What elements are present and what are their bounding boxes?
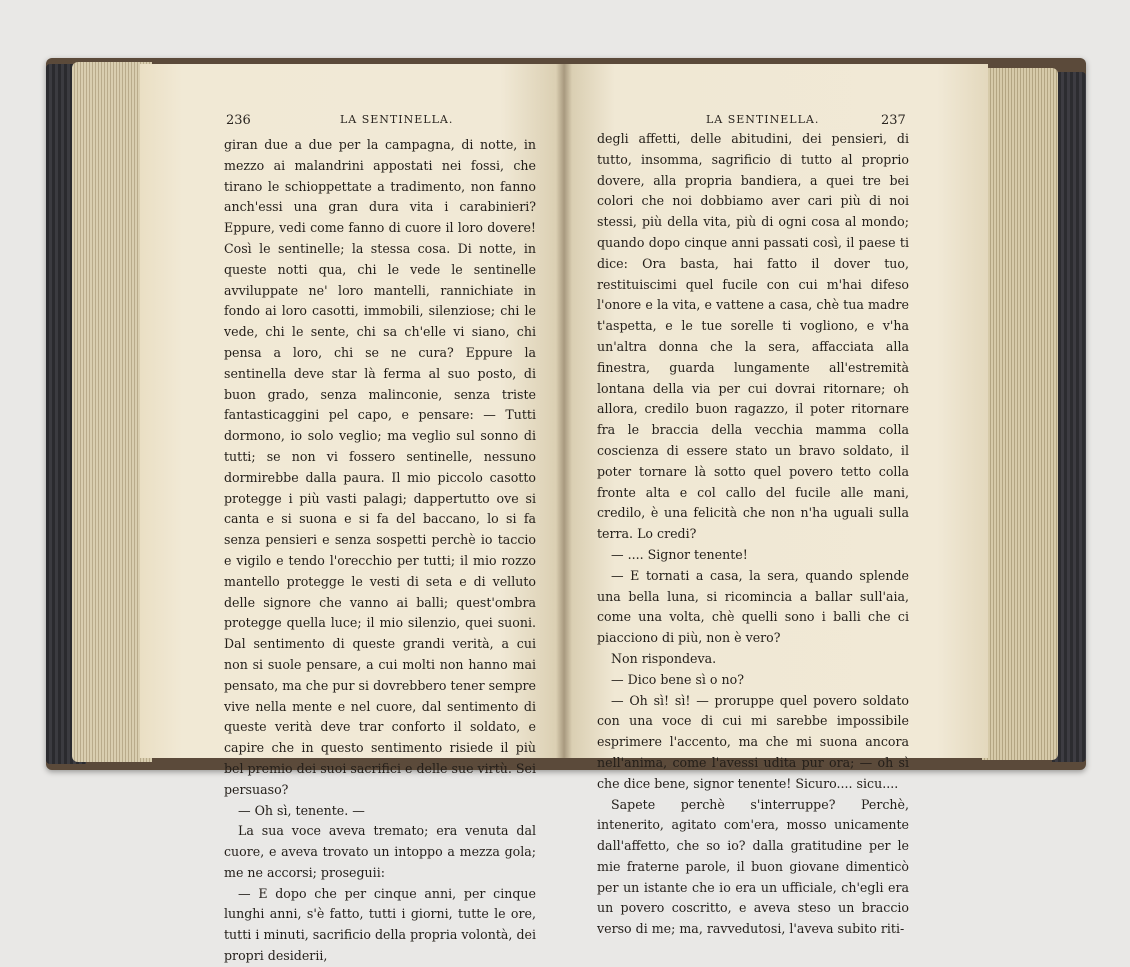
left-paragraph-1: giran due a due per la campagna, di notte, in mezzo ai malandrini appostati nei fossi, che tirano le schioppettate a tradimento, non fanno anch'essi una gran dura vita i carabinieri? Eppure, vedi come fanno di cuore il loro dovere! Così le sentinelle; la stessa cosa. Di notte, in queste notti qua, chi le vede le sentinelle avviluppate ne' loro mantelli, rannichiate in fondo ai loro casotti, immobili, silenziose; chi le vede, chi le sente, chi sa ch'elle vi siano, chi pensa a loro, chi se ne cura? Eppure la sentinella deve star là ferma al suo posto, di buon grado, senza malinconie, senza triste fantasticaggini pel capo, e pensare: — Tutti dormono, io solo veglio; ma veglio sul sonno di tutti; se non vi fossero sentinelle, nessuno dormirebbe dalla paura. Il mio piccolo casotto protegge i più vasti palagi; dappertutto ove si canta e si suona e si fa del baccano, lo si fa senza pensieri e senza sospetti perchè io taccio e vigilo e tendo l'orecchio per tutti; il mio rozzo mantello protegge le vesti di seta e di velluto delle signore che vanno ai balli; quest'ombra protegge quella luce; il mio silenzio, quei suoni. Dal sentimento di queste grandi verità, a cui non si suole pensare, a cui molti non hanno mai pensato, ma che pur si dovrebbero tener sempre vive nella mente e nel cuore, dal sentimento di queste verità deve trar conforto il soldato, e capire che in questo sentimento risiede il più bel premio dei suoi sacrifici e delle sue virtù. Sei persuaso? xyxy=(224,137,536,797)
right-paragraph-6: — Oh sì! sì! — proruppe quel povero soldato con una voce di cui mi sarebbe impossibile esprimere l'accento, ma che mi suona ancora nell'anima, come l'avessi udita pur ora; — oh sì che dice bene, signor tenente! Sicuro.... sicu.... xyxy=(597,692,909,791)
left-paragraph-4: — E dopo che per cinque anni, per cinque lunghi anni, s'è fatto, tutti i giorni, tutte le ore, tutti i minuti, sacrificio della propria volontà, dei propri desiderii, xyxy=(224,885,536,964)
right-page-number: 237 xyxy=(881,113,906,128)
left-page-number: 236 xyxy=(226,113,251,128)
left-running-header: LA SENTINELLA. xyxy=(340,113,454,126)
right-page-text xyxy=(597,129,909,940)
left-page-text xyxy=(224,135,536,967)
book-gutter xyxy=(556,64,572,758)
right-paragraph-3: — E tornati a casa, la sera, quando splende una bella luna, si ricomincia a ballar sull'aia, come una volta, chè quelli sono i balli che ci piacciono di più, non è vero? xyxy=(597,567,909,646)
right-paragraph-5: — Dico bene sì o no? xyxy=(611,671,744,687)
right-running-header: LA SENTINELLA. xyxy=(706,113,820,126)
right-paragraph-4: Non rispondeva. xyxy=(611,650,717,666)
right-paragraph-1: degli affetti, delle abitudini, dei pensieri, di tutto, insomma, sagrificio di tutto al proprio dovere, alla propria bandiera, a quei tre bei colori che noi dobbiamo aver cari più di noi stessi, più della vita, più di ogni cosa al mondo; quando dopo cinque anni passati così, il paese ti dice: Ora basta, hai fatto il dover tuo, restituiscimi quel fucile con cui m'hai difeso l'onore e la vita, e vattene a casa, chè tua madre t'aspetta, e le tue sorelle ti vogliono, e v'ha un'altra donna che la sera, affacciata alla finestra, guarda lungamente all'estremità lontana della via per cui dovrai ritornare; oh allora, credilo buon ragazzo, il poter ritornare fra le braccia della vecchia mamma colla coscienza di essere stato un bravo soldato, il poter tornare là sotto quel povero tetto colla fronte alta e col callo del fucile alle mani, credilo, è una felicità che non n'ha uguali sulla terra. Lo credi? xyxy=(597,131,909,542)
right-paragraph-7: Sapete perchè s'interruppe? Perchè, intenerito, agitato com'era, mosso unicamente dall'affetto, che so io? dalla gratitudine per le mie fraterne parole, il buon giovane dimenticò per un istante che io era un ufficiale, ch'egli era un povero coscritto, e aveva steso un braccio verso di me; ma, ravvedutosi, l'aveva subito riti- xyxy=(597,796,909,937)
left-paragraph-3: La sua voce aveva tremato; era venuta dal cuore, e aveva trovato un intoppo a mezza gola; me ne accorsi; proseguii: xyxy=(224,823,536,880)
left-paragraph-2: — Oh sì, tenente. — xyxy=(238,802,365,818)
right-page-edges xyxy=(982,68,1058,760)
right-paragraph-2: — .... Signor tenente! xyxy=(611,546,748,562)
